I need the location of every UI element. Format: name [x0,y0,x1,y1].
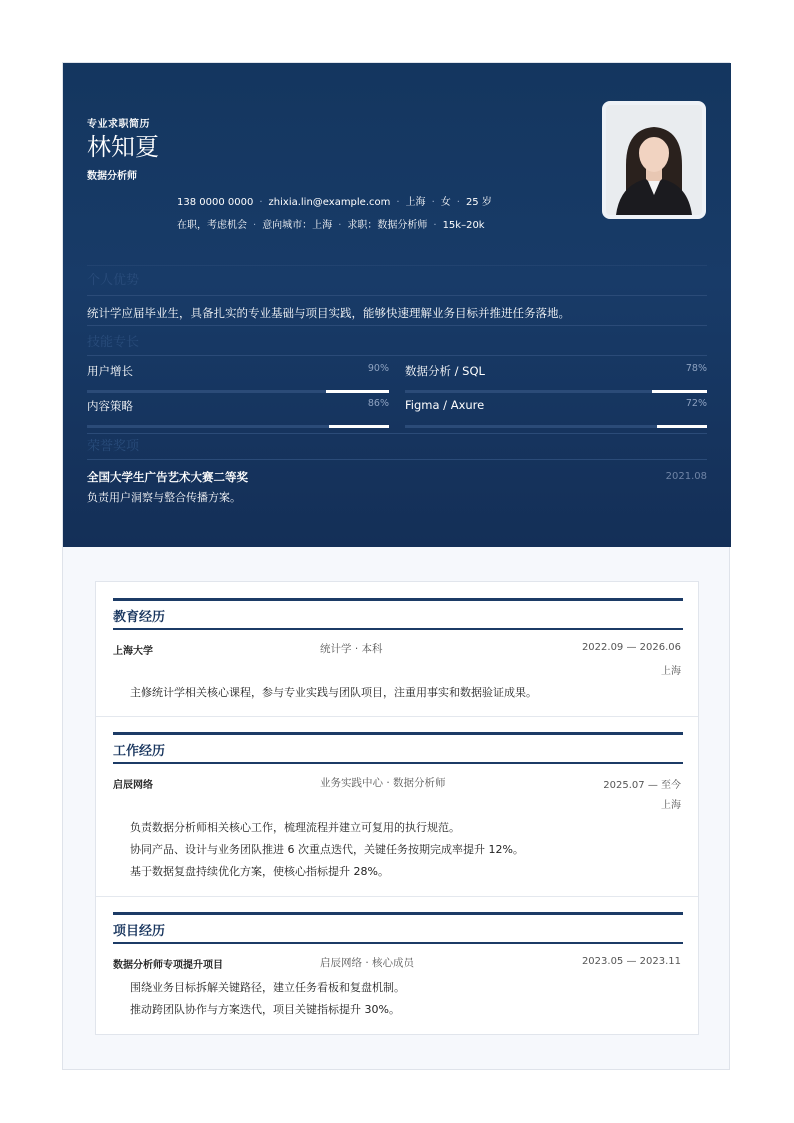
skill-bar-fill [329,425,389,428]
double-rule [113,912,683,915]
skills-heading: 技能专长 [87,335,140,350]
skill-percent: 72% [685,398,707,409]
award-description: 负责用户洞察与整合传播方案。 [87,491,241,504]
project-bullet: 围绕业务目标拆解关键路径，建立任务看板和复盘机制。 [130,981,405,994]
work-bullet: 负责数据分析师相关核心工作，梳理流程并建立可复用的执行规范。 [130,821,460,834]
candidate-name: 林知夏 [87,133,159,161]
heading-underline [113,628,683,630]
work-location: 上海 [661,800,681,811]
divider [87,355,707,356]
work-section [96,716,698,897]
double-rule [113,732,683,735]
education-location: 上海 [661,666,681,677]
skill-item [405,363,707,393]
work-position: 业务实践中心 · 数据分析师 [320,777,446,789]
work-bullet: 协同产品、设计与业务团队推进 6 次重点迭代，关键任务按期完成率提升 12%。 [130,843,524,856]
salary: 15k–20k [442,220,485,231]
target-role: 求职：数据分析师 [347,220,428,231]
skill-item [87,398,389,428]
resume-page [62,62,730,1070]
project-section [96,896,698,1035]
skill-percent: 86% [367,398,389,409]
age: 25 岁 [465,197,492,208]
divider [87,325,707,326]
summary-heading: 个人优势 [87,273,140,288]
work-bullet: 基于数据复盘持续优化方案，使核心指标提升 28%。 [130,865,389,878]
city: 上海 [405,197,426,208]
double-rule [113,598,683,601]
email: zhixia.lin@example.com [268,197,391,208]
project-heading: 项目经历 [113,924,166,939]
skill-item [405,398,707,428]
education-section [96,582,698,716]
skill-name: Figma / Axure [405,398,485,412]
skill-percent: 78% [685,363,707,374]
major-degree: 统计学 · 本科 [320,643,383,655]
resume-header [63,63,731,547]
education-heading: 教育经历 [113,610,166,625]
target-city: 意向城市：上海 [262,220,333,231]
work-dates: 2025.07 — 至今 [603,780,681,791]
divider [87,265,707,266]
project-dates: 2023.05 — 2023.11 [581,956,681,967]
skill-name: 数据分析 / SQL [405,364,485,378]
project-bullet: 推动跨团队协作与方案迭代，项目关键指标提升 30%。 [130,1003,400,1016]
education-dates: 2022.09 — 2026.06 [581,642,681,653]
project-org-role: 启辰网络 · 核心成员 [320,957,415,969]
heading-underline [113,942,683,944]
award-date: 2021.08 [665,471,707,482]
skill-bar-fill [326,390,389,393]
skill-bar [405,390,707,393]
skill-bar [405,425,707,428]
school-name: 上海大学 [113,646,153,657]
resume-tag: 专业求职简历 [87,119,150,130]
work-heading: 工作经历 [113,744,166,759]
divider [87,295,707,296]
company-name: 启辰网络 [113,780,153,791]
skill-item [87,363,389,393]
skill-percent: 90% [367,363,389,374]
skill-name: 内容策略 [87,399,133,413]
contact-line-1: 138 0000 0000 · zhixia.lin@example.com · 上海 · 女 · 25 岁 [177,197,492,208]
education-description: 主修统计学相关核心课程，参与专业实践与团队项目，注重用事实和数据验证成果。 [130,686,537,699]
award-title: 全国大学生广告艺术大赛二等奖 [87,470,248,484]
skill-bar [87,425,389,428]
experience-card [95,581,699,1035]
skill-bar-fill [657,425,707,428]
contact-line-2: 在职，考虑机会 · 意向城市：上海 · 求职：数据分析师 · 15k–20k [177,220,485,231]
divider [87,459,707,460]
skill-name: 用户增长 [87,364,133,378]
job-status: 在职，考虑机会 [177,220,247,231]
skill-bar-fill [652,390,707,393]
heading-underline [113,762,683,764]
summary-text: 统计学应届毕业生，具备扎实的专业基础与项目实践，能够快速理解业务目标并推进任务落地。 [87,306,570,320]
gender: 女 [440,197,451,208]
project-name: 数据分析师专项提升项目 [113,960,223,971]
avatar [602,101,706,219]
skill-bar [87,390,389,393]
divider [87,433,707,434]
candidate-role: 数据分析师 [87,171,137,182]
portrait-image [606,105,702,215]
phone: 138 0000 0000 [177,197,254,208]
awards-heading: 荣誉奖项 [87,439,140,454]
